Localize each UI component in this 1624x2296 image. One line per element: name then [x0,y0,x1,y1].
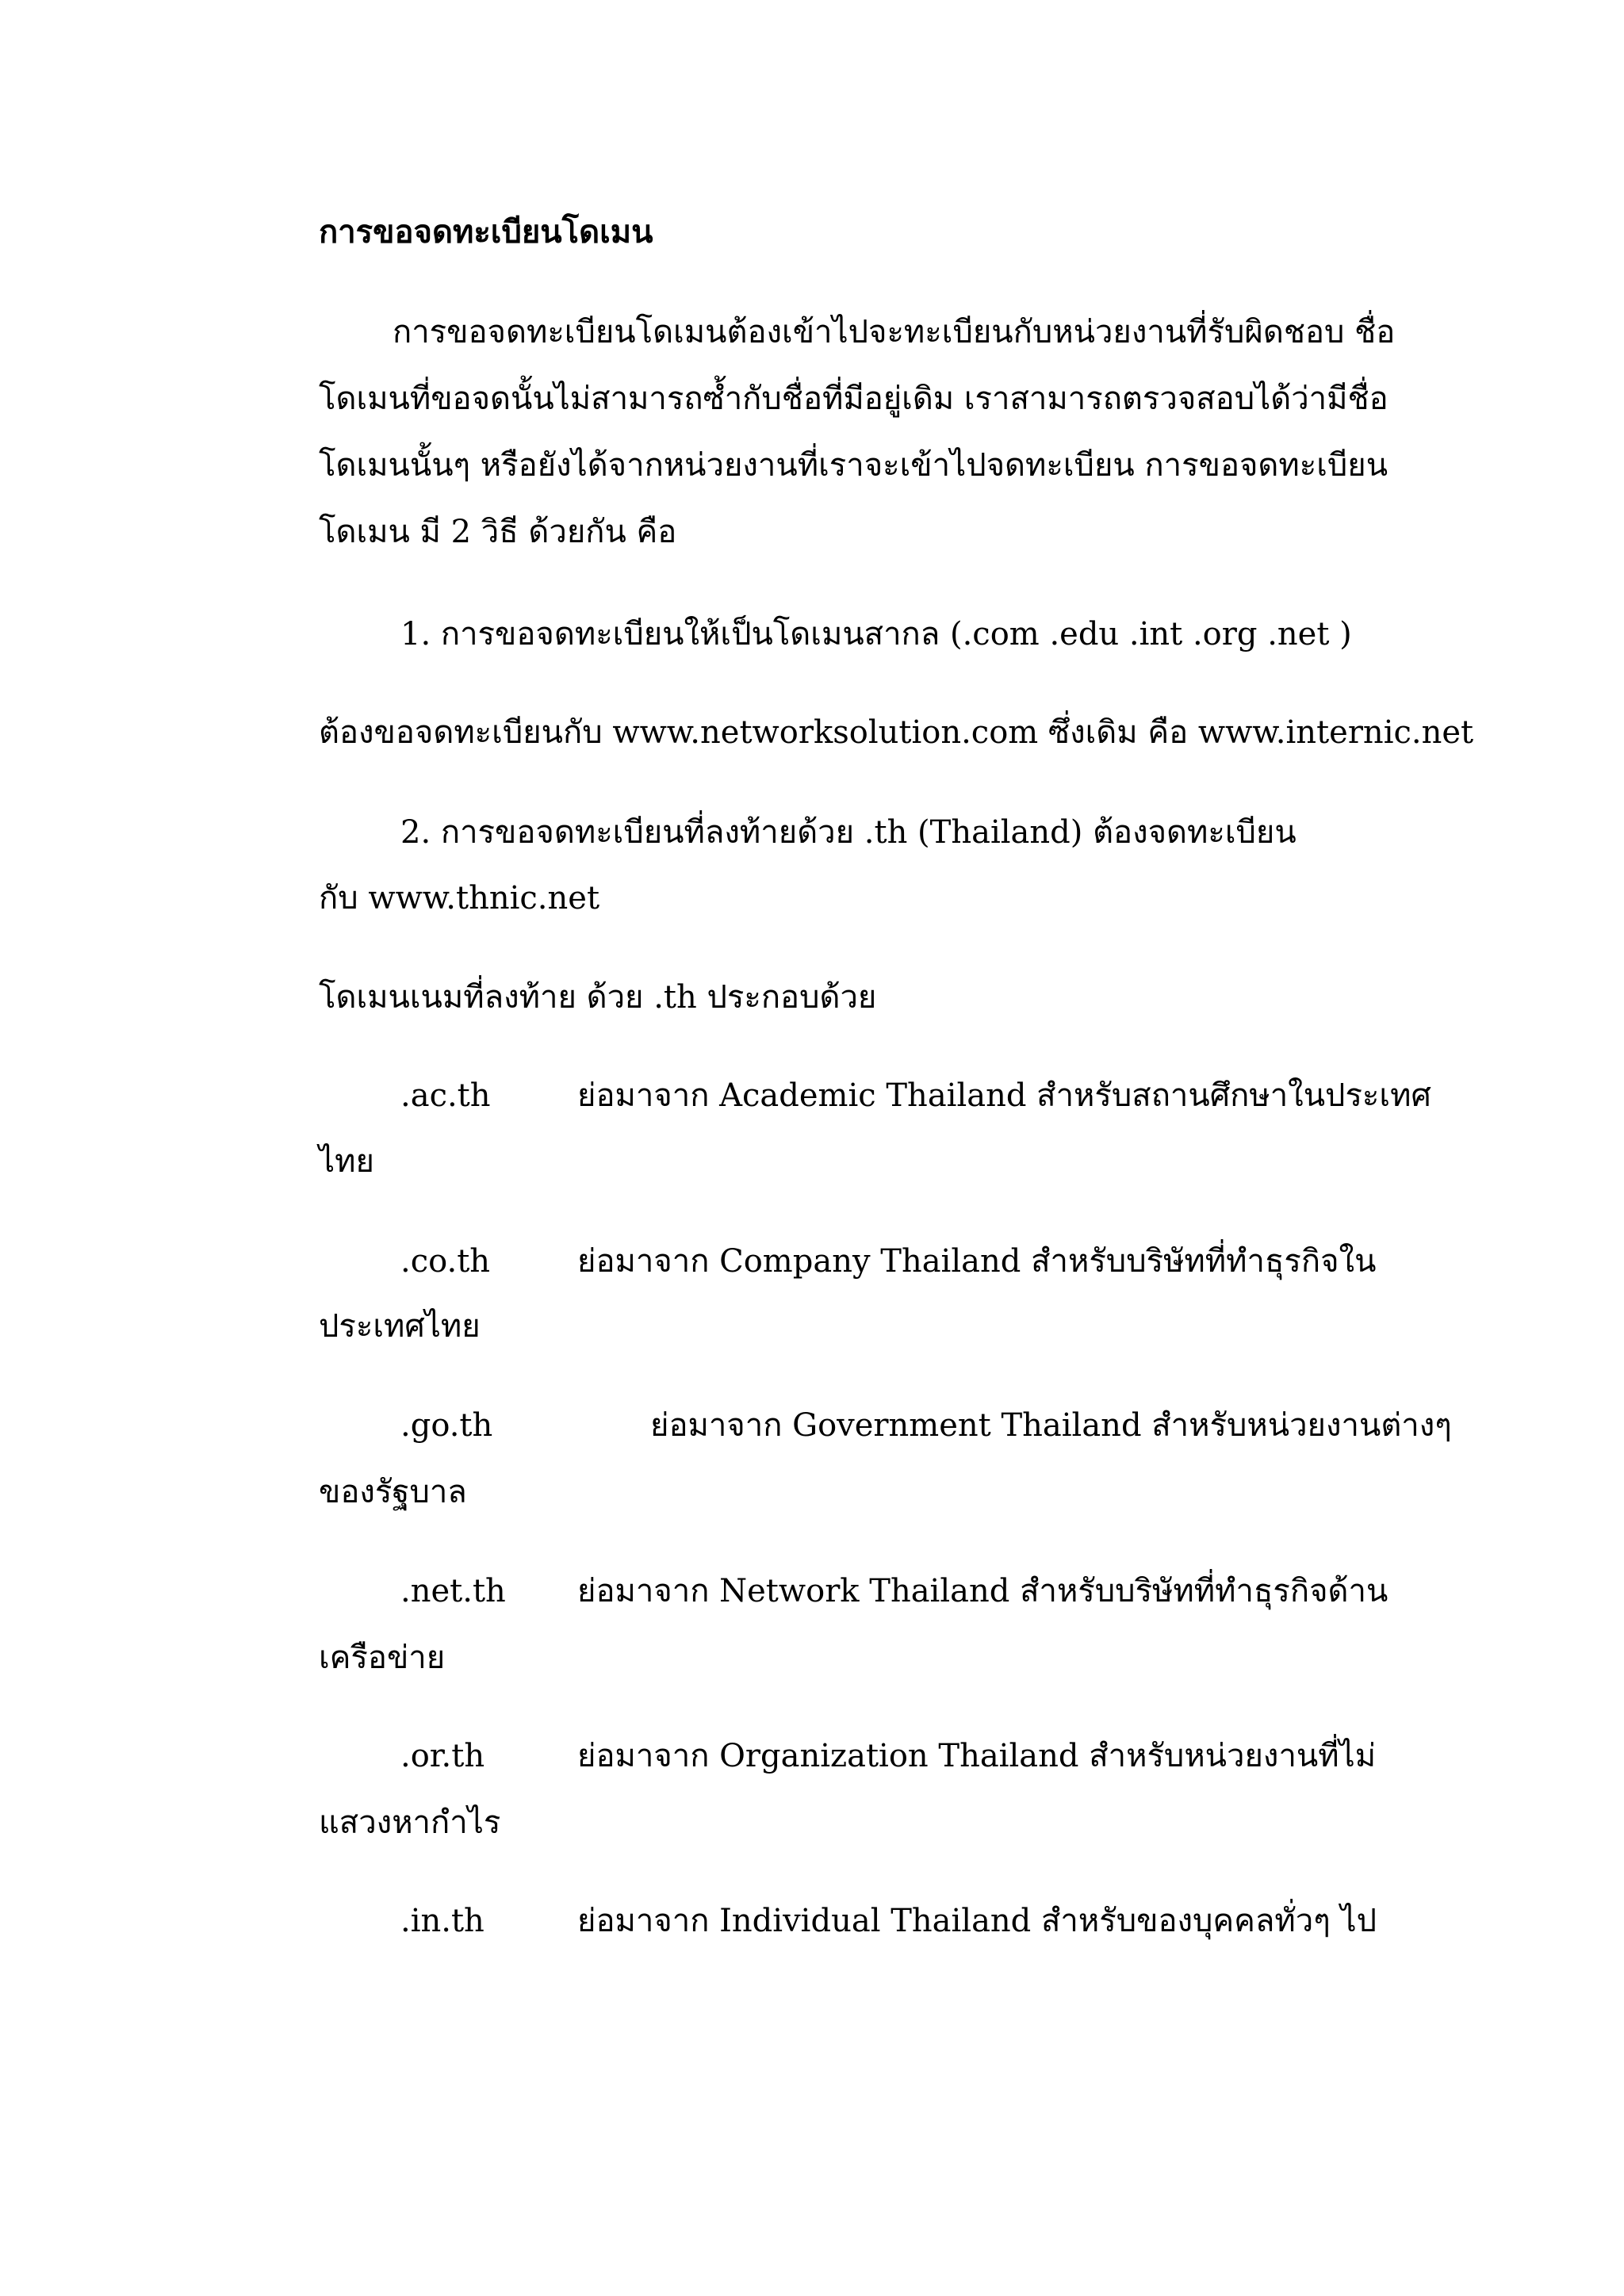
domain-description-wrap: ของรัฐบาล [319,1474,467,1510]
paragraph-line: โดเมนที่ขอจดนั้นไม่สามารถซ้ำกับชื่อที่มีอยู่เดิม เราสามารถตรวจสอบได้ว่ามีชื่อ [319,381,1388,417]
method-1-detail: ต้องขอจดทะเบียนกับ www.networksolution.com ซึ่งเดิม คือ www.internic.net [319,714,1474,751]
domain-code: .in.th [400,1903,485,1939]
domain-description: ย่อมาจาก Individual Thailand สำหรับของบุคคลทั่วๆ ไป [577,1903,1377,1939]
method-2-detail: กับ www.thnic.net [319,880,600,916]
domain-description-wrap: ไทย [319,1143,374,1180]
domain-code: .or.th [400,1738,485,1774]
th-domain-intro: โดเมนเนมที่ลงท้าย ด้วย .th ประกอบด้วย [319,979,877,1016]
paragraph-line: โดเมนนั้นๆ หรือยังได้จากหน่วยงานที่เราจะเข้าไปจดทะเบียน การขอจดทะเบียน [319,447,1388,484]
method-1-heading: 1. การขอจดทะเบียนให้เป็นโดเมนสากล (.com .edu .int .org .net ) [400,616,1352,652]
domain-code: .ac.th [400,1077,491,1114]
domain-code: .go.th [400,1407,493,1444]
paragraph-line: การขอจดทะเบียนโดเมนต้องเข้าไปจะทะเบียนกับหน่วยงานที่รับผิดชอบ ชื่อ [393,314,1396,350]
domain-code: .net.th [400,1573,506,1609]
domain-description: ย่อมาจาก Company Thailand สำหรับบริษัทที่ทำธุรกิจใน [577,1243,1377,1280]
domain-description: ย่อมาจาก Government Thailand สำหรับหน่วยงานต่างๆ [650,1407,1452,1444]
method-2-heading: 2. การขอจดทะเบียนที่ลงท้ายด้วย .th (Thailand) ต้องจดทะเบียน [400,814,1297,851]
domain-description: ย่อมาจาก Organization Thailand สำหรับหน่วยงานที่ไม่ [577,1738,1377,1774]
domain-description-wrap: ประเทศไทย [319,1308,481,1345]
page-title: การขอจดทะเบียนโดเมน [319,213,653,251]
domain-code: .co.th [400,1243,491,1280]
domain-description-wrap: เครือข่าย [319,1640,446,1676]
domain-description: ย่อมาจาก Network Thailand สำหรับบริษัทที่ทำธุรกิจด้าน [577,1573,1388,1609]
domain-description-wrap: แสวงหากำไร [319,1804,501,1841]
domain-description: ย่อมาจาก Academic Thailand สำหรับสถานศึกษาในประเทศ [577,1077,1431,1114]
paragraph-line: โดเมน มี 2 วิธี ด้วยกัน คือ [319,514,677,550]
